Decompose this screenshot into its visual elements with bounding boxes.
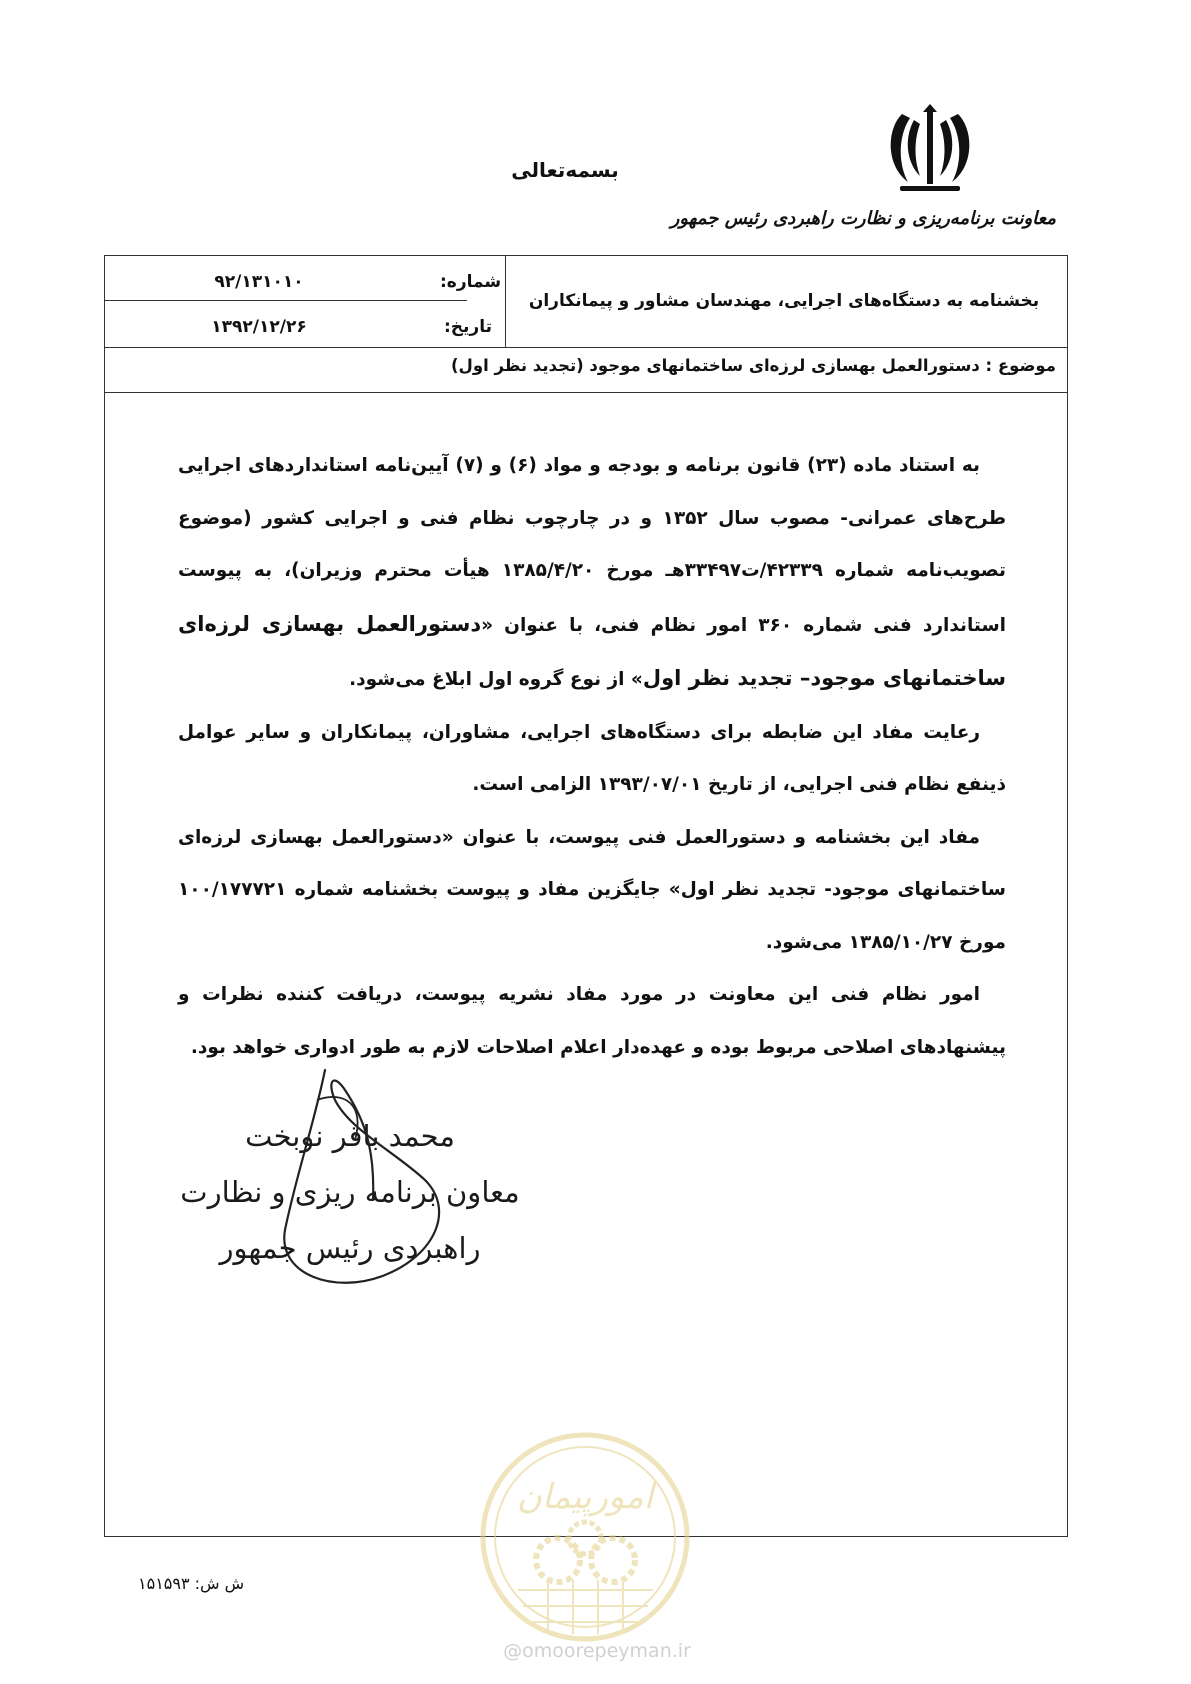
letter-body xyxy=(178,440,1006,1074)
header-divider xyxy=(105,347,1067,348)
body-paragraph-2: رعایت مفاد این ضابطه برای دستگاه‌های اجرایی، مشاوران، پیمانکاران و سایر عوامل ذینفع نظام فنی اجرایی، از تاریخ ۱۳۹۳/۰۷/۰۱ الزامی است. xyxy=(178,721,1006,795)
subject-line: موضوع : دستورالعمل بهسازی لرزه‌ای ساختمانهای موجود (تجدید نظر اول) xyxy=(451,356,1056,375)
bismillah-heading: بسمه‌تعالی xyxy=(511,158,619,182)
body-paragraph-3: مفاد این بخشنامه و دستورالعمل فنی پیوست، با عنوان «دستورالعمل بهسازی لرزه‌ای ساختمانهای موجود- تجدید نظر اول» جایگزین مفاد و پیوست بخشنامه شماره ۱۰۰/۱۷۷۷۲۱ مورخ ۱۳۸۵/۱۰/۲۷ می‌شود. xyxy=(178,826,1006,953)
handwritten-signature xyxy=(255,1060,465,1300)
number-value: ۹۲/۱۳۱۰۱۰ xyxy=(214,272,304,292)
organization-name: معاونت برنامه‌ریزی و نظارت راهبردی رئیس جمهور xyxy=(670,208,1056,229)
number-label: شماره: xyxy=(440,272,502,292)
stamp-text: امورپیمان xyxy=(516,1477,654,1517)
paragraph-1-ending: » از نوع گروه اول ابلاغ می‌شود. xyxy=(349,669,643,690)
iran-emblem-icon xyxy=(880,104,980,194)
subject-divider xyxy=(105,392,1067,393)
paragraph-1-text: به استناد ماده (۲۳) قانون برنامه و بودجه و مواد (۶) و (۷) آیین‌نامه استانداردهای اجرایی طرح‌های عمرانی- مصوب سال ۱۳۵۲ و در چارچوب نظام فنی و اجرایی کشور (موضوع تصویب‌نامه شماره ۴۲۳۳۹/ت۳۳۴۹۷هـ مورخ ۱۳۸۵/۴/۲۰ هیأت محترم وزیران)، به پیوست استاندارد فنی شماره ۳۶۰ امور نظام فنی، با عنوان « xyxy=(178,455,1007,636)
document-serial-number: ش ش: ۱۵۱۵۹۳ xyxy=(138,1574,245,1593)
standard-title: دستورالعمل بهسازی لرزه‌ای ساختمانهای موجود– تجدید نظر اول xyxy=(178,611,1006,690)
meta-divider xyxy=(105,300,467,301)
source-watermark: @omoorepeyman.ir xyxy=(503,1640,691,1662)
body-paragraph-4: امور نظام فنی این معاونت در مورد مفاد نشریه پیوست، دریافت کننده نظرات و پیشنهادهای اصلاحی مربوط بوده و عهده‌دار اعلام اصلاحات لازم به طور ادواری خواهد بود. xyxy=(178,984,1006,1058)
stamp-seal-icon xyxy=(478,1430,693,1645)
date-label: تاریخ: xyxy=(444,317,492,337)
recipient-line: بخشنامه به دستگاه‌های اجرایی، مهندسان مشاور و پیمانکاران xyxy=(528,291,1040,311)
signer-title-line-2: راهبردی رئیس جمهور xyxy=(219,1231,481,1265)
signer-title-line-1: معاون برنامه ریزی و نظارت xyxy=(180,1175,520,1209)
date-value: ۱۳۹۲/۱۲/۲۶ xyxy=(211,317,307,337)
signer-name: محمد باقر نوبخت xyxy=(245,1119,455,1153)
body-paragraph-1 xyxy=(178,440,1006,707)
